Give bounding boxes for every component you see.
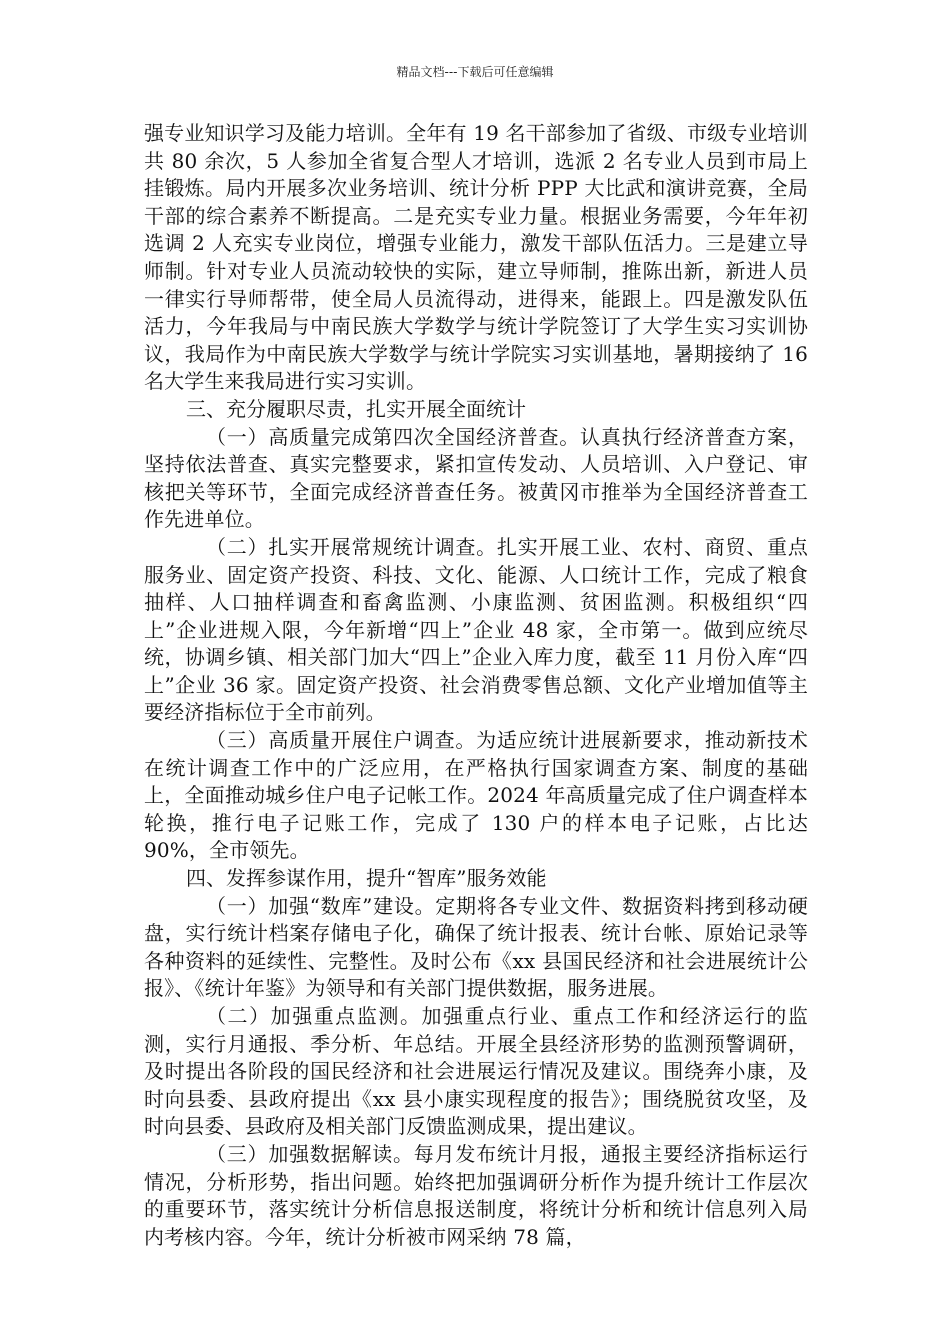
paragraph-training: 强专业知识学习及能力培训。全年有 19 名干部参加了省级、市级专业培训共 80 余次，5 人参加全省复合型人才培训，选派 2 名专业人员到市局上挂锻炼。局内开展多次业务培训、统计分析 PPP 大比武和演讲竞赛，全局干部的综合素养不断提高。二是充实专业力量。根据业务需要，今年年初选调 2 人充实专业岗位，增强专业能力，激发干部队伍活力。三是建立导师制。针对专业人员流动较快的实际，建立导师制，推陈出新，新进人员一律实行导师帮带，使全局人员流得动，进得来，能跟上。四是激发队伍活力，今年我局与中南民族大学数学与统计学院签订了大学生实习实训协议，我局作为中南民族大学数学与统计学院实习实训基地，暑期接纳了 16 名大学生来我局进行实习实训。 — [144, 121, 808, 394]
paragraph-data-interpretation: （三）加强数据解读。每月发布统计月报，通报主要经济指标运行情况，分析形势，指出问题。始终把加强调研分析作为提升统计工作层次的重要环节，落实统计分析信息报送制度，将统计分析和统计信息列入局内考核内容。今年，统计分析被市网采纳 78 篇， — [144, 1141, 808, 1249]
section-heading-4: 四、发挥参谋作用，提升“智库”服务效能 — [186, 866, 547, 891]
paragraph-regular-survey: （二）扎实开展常规统计调查。扎实开展工业、农村、商贸、重点服务业、固定资产投资、科技、文化、能源、人口统计工作，完成了粮食抽样、人口抽样调查和畜禽监测、小康监测、贫困监测。积极组织“四上”企业进规入限，今年新增“四上”企业 48 家，全市第一。做到应统尽统，协调乡镇、相关部门加大“四上”企业入库力度，截至 11 月份入库“四上”企业 36 家。固定资产投资、社会消费零售总额、文化产业增加值等主要经济指标位于全市前列。 — [144, 534, 808, 725]
page-header: 精品文档---下载后可任意编辑 — [396, 65, 554, 79]
section-heading-3: 三、充分履职尽责，扎实开展全面统计 — [186, 396, 526, 421]
paragraph-economic-census: （一）高质量完成第四次全国经济普查。认真执行经济普查方案，坚持依法普查、真实完整要求，紧扣宣传发动、人员培训、入户登记、审核把关等环节，全面完成经济普查任务。被黄冈市推举为全国经济普查工作先进单位。 — [144, 424, 808, 532]
document-body — [144, 120, 808, 1251]
paragraph-monitoring: （二）加强重点监测。加强重点行业、重点工作和经济运行的监测，实行月通报、季分析、年总结。开展全县经济形势的监测预警调研，及时提出各阶段的国民经济和社会进展运行情况及建议。围绕奔小康，及时向县委、县政府提出《xx 县小康实现程度的报告》；围绕脱贫攻坚，及时向县委、县政府及相关部门反馈监测成果，提出建议。 — [144, 1004, 808, 1139]
paragraph-database: （一）加强“数库”建设。定期将各专业文件、数据资料拷到移动硬盘，实行统计档案存储电子化，确保了统计报表、统计台帐、原始记录等各种资料的延续性、完整性。及时公布《xx 县国民经济和社会进展统计公报》、《统计年鉴》为领导和有关部门提供数据，服务进展。 — [144, 893, 808, 1001]
paragraph-household-survey: （三）高质量开展住户调查。为适应统计进展新要求，推动新技术在统计调查工作中的广泛应用，在严格执行国家调查方案、制度的基础上，全面推动城乡住户电子记帐工作。2024 年高质量完成了住户调查样本轮换，推行电子记账工作，完成了 130 户的样本电子记账，占比达 90%，全市领先。 — [144, 728, 808, 863]
